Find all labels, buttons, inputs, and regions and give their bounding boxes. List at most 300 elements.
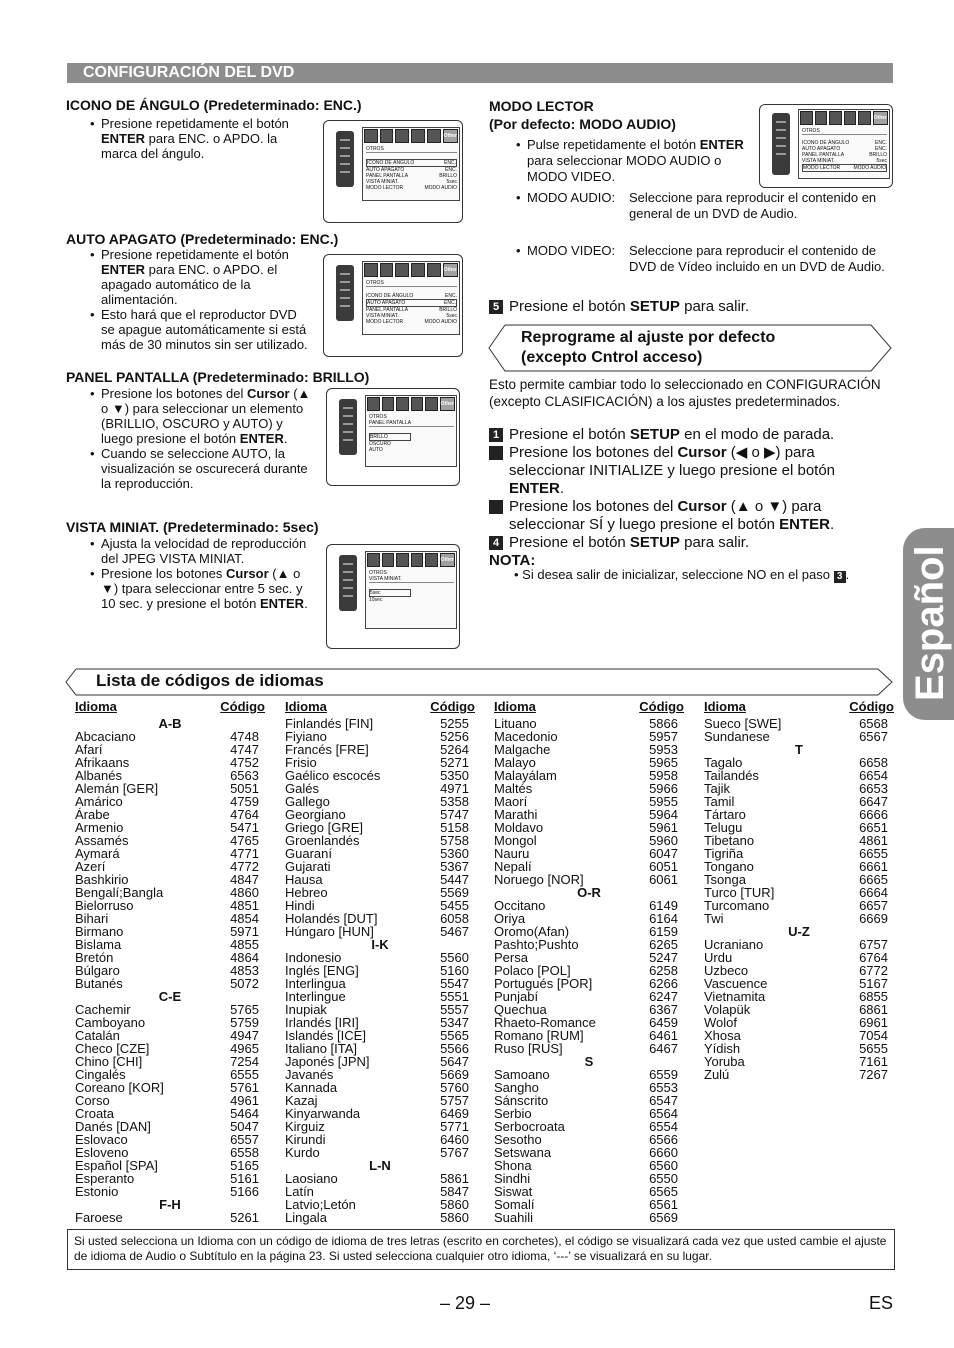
lang-name: Oromo(Afan) — [494, 924, 570, 939]
lang-name: Kurdo — [285, 1145, 320, 1160]
lang-code: 6459 — [649, 1015, 678, 1030]
lang-name: Punjabí — [494, 989, 539, 1004]
lang-group-label: O-R — [577, 885, 601, 900]
lang-code: 6558 — [230, 1145, 259, 1160]
lang-group-label: U-Z — [788, 924, 810, 939]
step-5: 5 Presione el botón SETUP para salir. — [489, 298, 749, 315]
osd-screenshot-angle — [323, 120, 463, 223]
lang-name: Búlgaro — [75, 963, 120, 978]
lang-name: Butanés — [75, 976, 123, 991]
lang-name: Tsonga — [704, 872, 746, 887]
lang-name: Turcomano — [704, 898, 770, 913]
vista-heading: VISTA MINIAT. (Predeterminado: 5sec) — [66, 519, 319, 535]
lang-name: Sánscrito — [494, 1093, 549, 1108]
lang-code: 5771 — [440, 1119, 469, 1134]
lang-name: Croata — [75, 1106, 115, 1121]
lang-code: 6367 — [649, 1002, 678, 1017]
lang-name: Vietnamita — [704, 989, 766, 1004]
lang-name: Tigriña — [704, 846, 744, 861]
lang-name: Kannada — [285, 1080, 338, 1095]
lang-name: Inupiak — [285, 1002, 327, 1017]
lang-code: 5964 — [649, 807, 678, 822]
modo-bullet: • Pulse repetidamente el botón ENTER para seleccionar MODO AUDIO o MODO VIDEO. — [515, 137, 745, 185]
lang-code: 5264 — [440, 742, 469, 757]
lang-name: Kinyarwanda — [285, 1106, 361, 1121]
lang-name: Tajik — [704, 781, 731, 796]
lang-column-3 — [494, 700, 684, 1224]
reset-step-2: 2 Presione los botones del Cursor (◀ o ▶) para seleccionar INITIALIZE y luego presione el botón ENTER. — [482, 444, 836, 497]
lang-name: Serbocroata — [494, 1119, 565, 1134]
lang-name: Yídish — [704, 1041, 741, 1056]
osd-screen: Other OTROS ICONO DE ÁNGULO ENC. AUTO APAGATO ENC. PANEL PANTALLA BRILLO VISTA MINIAT. 5sec MODO LECTOR MODO AUDIO — [362, 127, 460, 201]
osd-icon-bar: Other — [367, 553, 455, 567]
lang-code: 6559 — [649, 1067, 678, 1082]
codigo-header: Código — [430, 699, 475, 714]
lang-name: Abcaciano — [75, 729, 136, 744]
modo-heading: MODO LECTOR (Por defecto: MODO AUDIO) — [489, 98, 676, 132]
lang-code: 5957 — [649, 729, 678, 744]
lang-name: Maltés — [494, 781, 533, 796]
osd-screenshot-modo — [759, 104, 893, 188]
lang-name: Sangho — [494, 1080, 539, 1095]
lang-code: 7054 — [859, 1028, 888, 1043]
lang-code: 4860 — [230, 885, 259, 900]
lang-name: Griego [GRE] — [285, 820, 364, 835]
lang-name: Setswana — [494, 1145, 552, 1160]
lang-code: 7254 — [230, 1054, 259, 1069]
codigo-header: Código — [639, 699, 684, 714]
lang-code: 6569 — [649, 1210, 678, 1225]
lang-group-label: A-B — [158, 716, 182, 731]
codigo-header: Código — [220, 699, 265, 714]
lang-code: 5971 — [230, 924, 259, 939]
lang-name: Georgiano — [285, 807, 346, 822]
lang-code: 4772 — [230, 859, 259, 874]
lang-code: 6661 — [859, 859, 888, 874]
lang-code: 4965 — [230, 1041, 259, 1056]
remote-icon — [336, 131, 354, 187]
auto-heading: AUTO APAGATO (Predeterminado: ENC.) — [66, 231, 339, 247]
lang-code: 5958 — [649, 768, 678, 783]
lang-name: Macedonio — [494, 729, 558, 744]
lang-name: Suahili — [494, 1210, 534, 1225]
lang-code: 5860 — [440, 1210, 469, 1225]
lang-code: 6266 — [649, 976, 678, 991]
lang-name: Francés [FRE] — [285, 742, 369, 757]
lang-code: 6557 — [230, 1132, 259, 1147]
lang-code: 6772 — [859, 963, 888, 978]
lang-code: 4765 — [230, 833, 259, 848]
lang-name: Bashkirio — [75, 872, 129, 887]
lang-code: 5255 — [440, 716, 469, 731]
lang-code: 5256 — [440, 729, 469, 744]
panel-heading: PANEL PANTALLA (Predeterminado: BRILLO) — [66, 369, 370, 385]
lang-name: Occitano — [494, 898, 546, 913]
remote-icon — [336, 265, 354, 321]
lang-name: Danés [DAN] — [75, 1119, 151, 1134]
lang-code: 6567 — [859, 729, 888, 744]
lang-code: 6566 — [649, 1132, 678, 1147]
lang-name: Portugués [POR] — [494, 976, 593, 991]
lang-code: 5455 — [440, 898, 469, 913]
lang-code: 4853 — [230, 963, 259, 978]
lang-name: Urdu — [704, 950, 733, 965]
lang-code: 5072 — [230, 976, 259, 991]
lang-code: 4771 — [230, 846, 259, 861]
lang-code: 6460 — [440, 1132, 469, 1147]
lang-name: Bretón — [75, 950, 114, 965]
lang-code: 5669 — [440, 1067, 469, 1082]
lang-name: Somalí — [494, 1197, 535, 1212]
lang-code: 5360 — [440, 846, 469, 861]
lang-code: 4861 — [859, 833, 888, 848]
lang-name: Malayálam — [494, 768, 557, 783]
lang-code: 5167 — [859, 976, 888, 991]
lang-name: Azerí — [75, 859, 106, 874]
lang-code: 5847 — [440, 1184, 469, 1199]
language-code: ES — [869, 1293, 894, 1313]
lang-code: 4752 — [230, 755, 259, 770]
lang-code: 6665 — [859, 872, 888, 887]
lang-name: Kirundi — [285, 1132, 326, 1147]
lang-code: 4759 — [230, 794, 259, 809]
lang-code: 5166 — [230, 1184, 259, 1199]
lang-column-2 — [285, 700, 475, 1224]
lang-code: 5765 — [230, 1002, 259, 1017]
lang-code: 6651 — [859, 820, 888, 835]
lang-code: 6061 — [649, 872, 678, 887]
lang-title: Lista de códigos de idiomas — [96, 671, 324, 690]
lang-column-header — [285, 700, 475, 713]
lang-row — [285, 1211, 475, 1224]
lang-name: Turco [TUR] — [704, 885, 775, 900]
reset-intro: Esto permite cambiar todo lo seleccionado en CONFIGURACIÓN (excepto CLASIFICACIÓN) a los ajustes predeterminados. — [489, 377, 881, 409]
lang-code: 6258 — [649, 963, 678, 978]
lang-name: Tailandés — [704, 768, 759, 783]
lang-name: Afarí — [75, 742, 103, 757]
osd-screenshot-vista — [326, 544, 460, 649]
lang-name: Polaco [POL] — [494, 963, 571, 978]
lang-name: Ruso [RUS] — [494, 1041, 563, 1056]
lang-code: 6555 — [230, 1067, 259, 1082]
lang-name: Tamil — [704, 794, 735, 809]
lang-code: 5471 — [230, 820, 259, 835]
lang-code: 4764 — [230, 807, 259, 822]
lang-code: 7267 — [859, 1067, 888, 1082]
osd-screen: Other OTROS VISTA MINIAT. 5sec 10sec — [365, 551, 457, 629]
reset-step-3: 3 Presione los botones del Cursor (▲ o ▼) para seleccionar SÍ y luego presione el botón ENTER. — [482, 498, 835, 533]
osd-screenshot-auto — [323, 254, 463, 357]
lang-name: Bislama — [75, 937, 122, 952]
lang-code: 5759 — [230, 1015, 259, 1030]
lang-name: Telugu — [704, 820, 743, 835]
lang-name: Romano [RUM] — [494, 1028, 584, 1043]
lang-name: Groenlandés — [285, 833, 360, 848]
lang-code: 5953 — [649, 742, 678, 757]
lang-name: Kirguiz — [285, 1119, 325, 1134]
lang-name: Holandés [DUT] — [285, 911, 378, 926]
modo-bullets — [515, 137, 745, 185]
lang-name: Sindhi — [494, 1171, 531, 1186]
lang-name: Wolof — [704, 1015, 737, 1030]
lang-code: 6664 — [859, 885, 888, 900]
lang-name: Oriya — [494, 911, 526, 926]
lang-column-4 — [704, 700, 894, 1081]
lang-code: 5247 — [649, 950, 678, 965]
lang-code: 5447 — [440, 872, 469, 887]
lang-name: Bihari — [75, 911, 109, 926]
lang-name: Shona — [494, 1158, 532, 1173]
lang-name: Uzbeco — [704, 963, 749, 978]
lang-code: 6550 — [649, 1171, 678, 1186]
lang-name: Rhaeto-Romance — [494, 1015, 596, 1030]
modo-video: • MODO VIDEO: Seleccione para reproducir el contenido de DVD de Vídeo incluido en un DVD de Audio. — [516, 243, 885, 274]
lang-code: 6554 — [649, 1119, 678, 1134]
lang-name: Moldavo — [494, 820, 544, 835]
lang-name: Albanés — [75, 768, 122, 783]
lang-name: Húngaro [HUN] — [285, 924, 374, 939]
remote-icon — [772, 113, 790, 175]
lang-code: 5955 — [649, 794, 678, 809]
lang-code: 5566 — [440, 1041, 469, 1056]
lang-name: Esloveno — [75, 1145, 129, 1160]
remote-icon — [339, 555, 357, 611]
lang-code: 6666 — [859, 807, 888, 822]
lang-code: 6565 — [649, 1184, 678, 1199]
lang-name: Español [SPA] — [75, 1158, 158, 1173]
remote-icon — [339, 399, 357, 455]
lang-name: Tártaro — [704, 807, 746, 822]
lang-code: 5051 — [230, 781, 259, 796]
lang-code: 5158 — [440, 820, 469, 835]
codigo-header: Código — [849, 699, 894, 714]
nota-text: • Si desea salir de inicializar, seleccione NO en el paso 3 . — [514, 567, 850, 582]
lang-name: Sueco [SWE] — [704, 716, 782, 731]
auto-bullets — [89, 247, 311, 352]
lang-code: 5565 — [440, 1028, 469, 1043]
osd-icon-bar: Other — [367, 397, 455, 411]
lang-name: Japonés [JPN] — [285, 1054, 370, 1069]
lang-name: Catalán — [75, 1028, 120, 1043]
lang-code: 5261 — [230, 1210, 259, 1225]
lang-name: Interlingue — [285, 989, 346, 1004]
footnote-box: Si usted selecciona un Idioma con un código de idioma de tres letras (escrito en corchetes), el código se visualizará cada vez que usted cambie el ajuste de idioma de Audio o Subtítulo en la página 23. Si usted selecciona cualquier otro idioma, ‘---’ se visualizará en su lugar. — [67, 1229, 895, 1270]
lang-code: 6655 — [859, 846, 888, 861]
lang-code: 4847 — [230, 872, 259, 887]
lang-name: Malayo — [494, 755, 536, 770]
lang-code: 6757 — [859, 937, 888, 952]
lang-name: Quechua — [494, 1002, 547, 1017]
lang-code: 6467 — [649, 1041, 678, 1056]
lang-name: Amárico — [75, 794, 123, 809]
panel-bullets — [89, 386, 315, 491]
lang-name: Yoruba — [704, 1054, 745, 1069]
lang-name: Serbio — [494, 1106, 532, 1121]
lang-code: 5271 — [440, 755, 469, 770]
lang-code: 6669 — [859, 911, 888, 926]
osd-screen: Other OTROS ICONO DE ÁNGULO ENC. AUTO APAGATO ENC. PANEL PANTALLA BRILLO VISTA MINIAT. 5sec MODO LECTOR MODO AUDIO — [798, 109, 890, 179]
lang-name: Latvio;Letón — [285, 1197, 356, 1212]
lang-code: 4854 — [230, 911, 259, 926]
lang-code: 5966 — [649, 781, 678, 796]
auto-bullet: • Presione repetidamente el botón ENTER para ENC. o APDO. el apagado automático de la alimentación. — [89, 247, 311, 307]
lang-name: Aymará — [75, 846, 120, 861]
lang-code: 5767 — [440, 1145, 469, 1160]
lang-name: Cachemir — [75, 1002, 131, 1017]
lang-code: 5560 — [440, 950, 469, 965]
lang-code: 5861 — [440, 1171, 469, 1186]
lang-code: 6461 — [649, 1028, 678, 1043]
lang-column-header — [494, 700, 684, 713]
lang-name: Birmano — [75, 924, 124, 939]
lang-code: 6159 — [649, 924, 678, 939]
lang-code: 5655 — [859, 1041, 888, 1056]
lang-column-header — [75, 700, 265, 713]
lang-code: 5350 — [440, 768, 469, 783]
nota-heading: NOTA: — [489, 552, 536, 569]
lang-code: 6654 — [859, 768, 888, 783]
lang-name: Xhosa — [704, 1028, 741, 1043]
lang-name: Armenio — [75, 820, 124, 835]
lang-code: 5960 — [649, 833, 678, 848]
osd-screen: Other OTROS PANEL PANTALLA BRILLO OSCURO AUTO — [365, 395, 457, 467]
lang-name: Nepalí — [494, 859, 532, 874]
lang-group-label: C-E — [158, 989, 182, 1004]
lang-name: Estonio — [75, 1184, 119, 1199]
lang-code: 6164 — [649, 911, 678, 926]
reset-steps — [482, 426, 894, 570]
lang-code: 6855 — [859, 989, 888, 1004]
lang-name: Tibetano — [704, 833, 755, 848]
auto-bullet: • Esto hará que el reproductor DVD se apague automáticamente si está más de 30 minutos sin ser utilizado. — [89, 307, 311, 352]
section-title: CONFIGURACIÓN DEL DVD — [83, 64, 295, 81]
lang-name: Nauru — [494, 846, 530, 861]
lang-name: Tagalo — [704, 755, 743, 770]
lang-name: Camboyano — [75, 1015, 146, 1030]
lang-code: 5761 — [230, 1080, 259, 1095]
lang-name: Noruego [NOR] — [494, 872, 584, 887]
lang-name: Hindi — [285, 898, 315, 913]
lang-code: 4748 — [230, 729, 259, 744]
lang-name: Galés — [285, 781, 319, 796]
osd-icon-bar: Other — [800, 111, 888, 125]
lang-code: 5961 — [649, 820, 678, 835]
lang-code: 6568 — [859, 716, 888, 731]
reset-step-4: 4 Presione el botón SETUP para salir. — [489, 534, 894, 552]
lang-code: 5367 — [440, 859, 469, 874]
lang-group-label: T — [795, 742, 803, 757]
lang-code: 4961 — [230, 1093, 259, 1108]
lang-code: 5047 — [230, 1119, 259, 1134]
lang-row — [494, 1211, 684, 1224]
lang-column-1 — [75, 700, 265, 1224]
angle-bullets — [89, 116, 299, 161]
lang-row — [704, 1068, 894, 1081]
osd-screen: Other OTROS ICONO DE ÁNGULO ENC. AUTO APAGATO ENC. PANEL PANTALLA BRILLO VISTA MINIAT. 5sec MODO LECTOR MODO AUDIO — [362, 261, 460, 335]
lang-code: 7161 — [859, 1054, 888, 1069]
lang-name: Italiano [ITA] — [285, 1041, 358, 1056]
idioma-header: Idioma — [285, 699, 327, 714]
page-number: – 29 – — [440, 1293, 491, 1313]
lang-name: Lituano — [494, 716, 537, 731]
idioma-header: Idioma — [494, 699, 536, 714]
lang-name: Eslovaco — [75, 1132, 128, 1147]
lang-group-label: I-K — [371, 937, 389, 952]
lang-name: Sundanese — [704, 729, 770, 744]
lang-code: 4947 — [230, 1028, 259, 1043]
lang-name: Bielorruso — [75, 898, 134, 913]
lang-code: 6547 — [649, 1093, 678, 1108]
lang-name: Twi — [704, 911, 724, 926]
lang-name: Javanés — [285, 1067, 334, 1082]
lang-name: Mongol — [494, 833, 537, 848]
lang-name: Irlandés [IRI] — [285, 1015, 359, 1030]
lang-name: Kazaj — [285, 1093, 318, 1108]
language-tab: Español — [903, 528, 954, 720]
lang-code: 5467 — [440, 924, 469, 939]
lang-name: Vascuence — [704, 976, 768, 991]
lang-name: Indonesio — [285, 950, 342, 965]
lang-code: 6561 — [649, 1197, 678, 1212]
lang-code: 6051 — [649, 859, 678, 874]
lang-code: 4851 — [230, 898, 259, 913]
lang-name: Malgache — [494, 742, 551, 757]
lang-code: 6247 — [649, 989, 678, 1004]
lang-name: Zulú — [704, 1067, 730, 1082]
lang-name: Cingalés — [75, 1067, 126, 1082]
lang-code: 5551 — [440, 989, 469, 1004]
lang-name: Sesotho — [494, 1132, 542, 1147]
lang-name: Inglés [ENG] — [285, 963, 359, 978]
osd-screenshot-panel — [326, 388, 460, 486]
lang-code: 6149 — [649, 898, 678, 913]
lang-code: 6469 — [440, 1106, 469, 1121]
lang-code: 6961 — [859, 1015, 888, 1030]
lang-name: Hebreo — [285, 885, 328, 900]
lang-code: 4864 — [230, 950, 259, 965]
lang-name: Fiyiano — [285, 729, 327, 744]
lang-name: Gaélico escocés — [285, 768, 381, 783]
panel-bullet: • Presione los botones del Cursor (▲ o ▼) para seleccionar un elemento (BRILLIO, OSCURO y AUTO) y luego presione el botón ENTER. — [89, 386, 315, 446]
lang-name: Interlingua — [285, 976, 346, 991]
lang-name: Maorí — [494, 794, 528, 809]
lang-name: Hausa — [285, 872, 323, 887]
reset-step-1: 1 Presione el botón SETUP en el modo de parada. — [489, 426, 894, 444]
lang-code: 6660 — [649, 1145, 678, 1160]
section-header — [67, 63, 893, 83]
lang-name: Chino [CHI] — [75, 1054, 143, 1069]
lang-code: 5358 — [440, 794, 469, 809]
lang-name: Frisio — [285, 755, 317, 770]
lang-group-label: L-N — [369, 1158, 391, 1173]
lang-code: 6553 — [649, 1080, 678, 1095]
lang-code: 5747 — [440, 807, 469, 822]
lang-name: Siswat — [494, 1184, 533, 1199]
lang-name: Gallego — [285, 794, 330, 809]
angle-heading: ICONO DE ÁNGULO (Predeterminado: ENC.) — [66, 97, 362, 113]
lang-code: 6564 — [649, 1106, 678, 1121]
lang-code: 5347 — [440, 1015, 469, 1030]
lang-name: Alemán [GER] — [75, 781, 159, 796]
idioma-header: Idioma — [75, 699, 117, 714]
lang-name: Afrikaans — [75, 755, 130, 770]
lang-code: 6764 — [859, 950, 888, 965]
lang-code: 6265 — [649, 937, 678, 952]
lang-code: 5647 — [440, 1054, 469, 1069]
lang-name: Islandés [ICE] — [285, 1028, 366, 1043]
lang-code: 6058 — [440, 911, 469, 926]
lang-code: 5757 — [440, 1093, 469, 1108]
